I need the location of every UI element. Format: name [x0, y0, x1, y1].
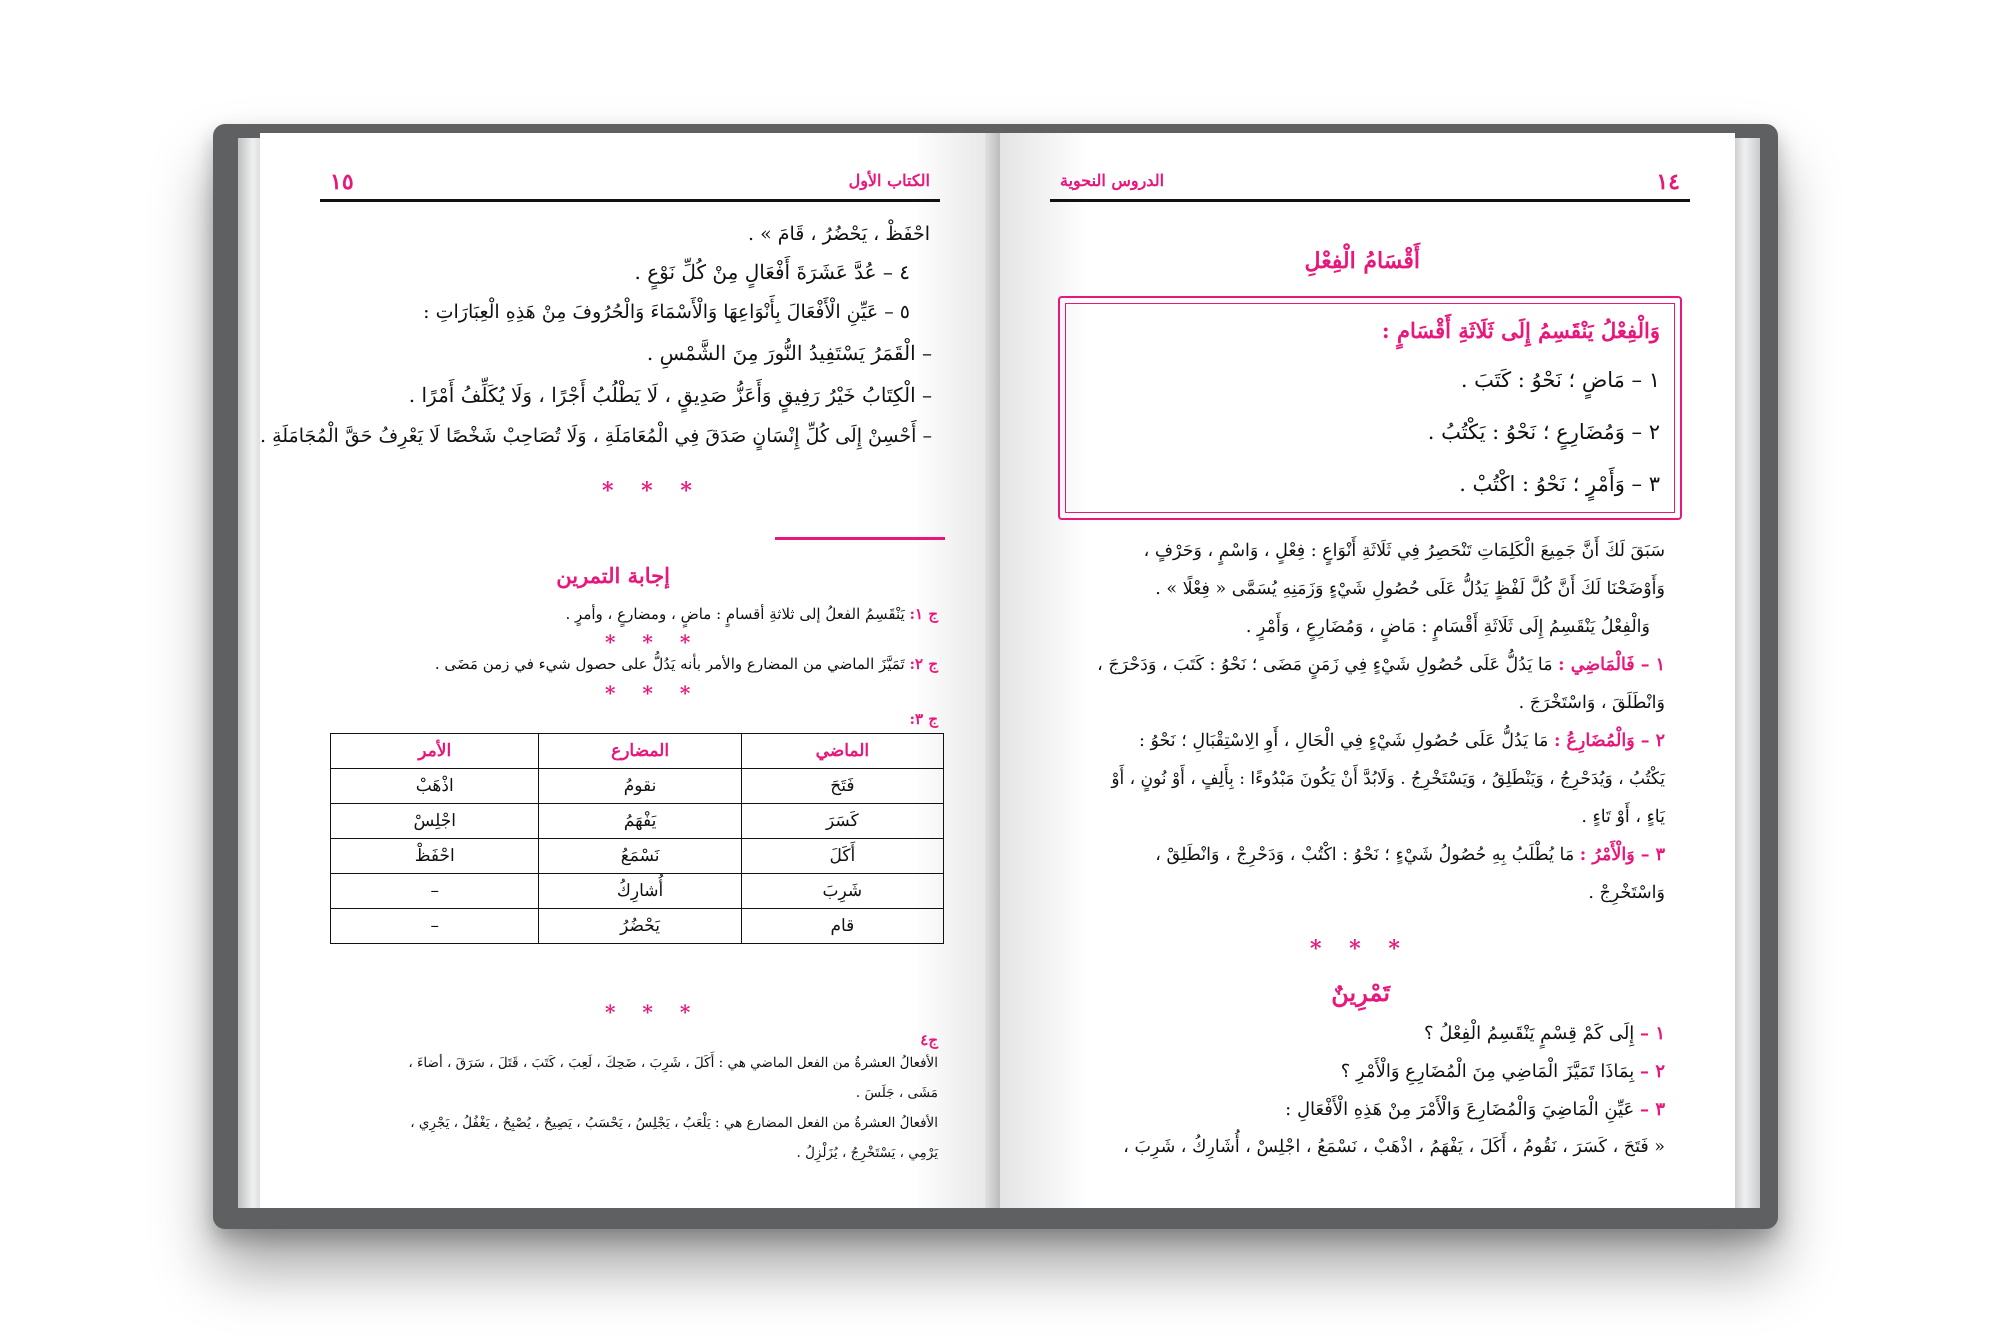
table-header: الماضي: [741, 734, 943, 769]
body-line: وَالْفِعْلُ يَنْقَسِمُ إِلَى ثَلَاثَةِ أَقْسَامٍ : مَاضٍ ، وَمُضَارِعٍ ، وَأَمْرٍ .: [1245, 617, 1650, 637]
exercise-number: ٣ –: [1640, 1099, 1665, 1120]
table-cell: نقومُ: [539, 769, 741, 804]
answer-line: [566, 605, 939, 623]
table-row: [331, 839, 944, 874]
text-line: – الْقَمَرُ يَسْتَفِيدُ النُّورَ مِنَ الشَّمْسِ .: [646, 341, 932, 365]
box-title: وَالْفِعْلُ يَنْقَسِمُ إِلَى ثَلَاثَةِ أَقْسَامٍ :: [1381, 318, 1660, 343]
table-cell: يَفْهَمُ: [539, 804, 741, 839]
definition-label: ٣ – وَالْأَمْرُ :: [1579, 845, 1665, 865]
running-title: الكتاب الأول: [848, 171, 930, 190]
definition-label: ٢ – وَالْمُضَارِعُ :: [1553, 731, 1665, 751]
pink-divider: [775, 537, 945, 540]
stars-separator: * * *: [602, 478, 702, 504]
table-cell: اذْهَبْ: [331, 769, 539, 804]
box-item: ٣ – وَأَمْرٍ ؛ نَحْوُ : اكْتُبْ .: [1459, 472, 1660, 496]
exercise-number: ١ –: [1640, 1023, 1665, 1044]
text-line: الأفعالُ العشرةُ من الفعل الماضي هي : أَكَلَ ، شَرِبَ ، ضَحِكَ ، لَعِبَ ، كَتَبَ ، قَتَلَ ، سَرَقَ ، أضاءَ ،: [408, 1055, 938, 1071]
table-row: [331, 769, 944, 804]
definition-present: [1139, 731, 1665, 751]
box-item: ١ – مَاضٍ ؛ نَحْوُ : كَتَبَ .: [1460, 368, 1660, 392]
exercise-verbs-line: « فَتَحَ ، كَسَرَ ، نَقُومُ ، أَكَلَ ، يَفْهَمُ ، اذْهَبْ ، نَسْمَعُ ، اجْلِسْ ، أُشَارِكُ ، شَرِبَ ،: [1123, 1137, 1665, 1157]
body-line: يَكْتُبُ ، وَيُدَحْرِجُ ، وَيَنْطَلِقُ ، وَيَسْتَخْرِجُ . وَلَابُدَّ أَنْ يَكُونَ مَبْدُوءًا : بِأَلِفٍ ، أَوْ نُونٍ ، أَوْ: [1111, 769, 1665, 789]
answer-label: ج ١:: [909, 605, 938, 623]
right-page: [1000, 133, 1735, 1208]
text-line: مَشَى ، جَلَسَ .: [855, 1085, 938, 1101]
stars-separator: * * *: [1310, 936, 1410, 962]
table-header: الأمر: [331, 734, 539, 769]
table-row: [331, 874, 944, 909]
text-line: الأفعالُ العشرةُ من الفعل المضارع هي : يَلْعَبُ ، يَجْلِسُ ، يَحْسَبُ ، يَصِيحُ ، يُصْبِحُ ، يَغْفُلُ ، يَجْرِي ،: [410, 1115, 938, 1131]
verbs-table: [330, 733, 944, 944]
page-number: ١٥: [330, 169, 354, 195]
exercise-text: إِلَى كَمْ قِسْمٍ يَنْقَسِمُ الْفِعْلُ ؟: [1423, 1023, 1635, 1044]
definition-text: مَا يُطْلَبُ بِهِ حُصُولُ شَيْءٍ ؛ نَحْوُ : اكْتُبْ ، وَدَحْرِجْ ، وَانْطَلِقْ ،: [1155, 845, 1575, 865]
box-item: ٢ – وَمُضَارِعٍ ؛ نَحْوُ : يَكْتُبُ .: [1427, 420, 1660, 444]
body-line: سَبَقَ لَكَ أَنَّ جَمِيعَ الْكَلِمَاتِ تَنْحَصِرُ فِي ثَلَاثَةِ أَنْوَاعٍ : فِعْلٍ ، وَاسْمٍ ، وَحَرْفٍ ،: [1143, 541, 1665, 561]
table-cell: –: [331, 874, 539, 909]
page-number: ١٤: [1656, 169, 1680, 195]
table-cell: كَسَرَ: [741, 804, 943, 839]
definition-box: [1058, 296, 1682, 520]
stars-separator: * * *: [605, 1000, 701, 1024]
table-cell: قام: [741, 909, 943, 944]
text-line: ٥ – عَيِّنِ الْأَفْعَالَ بِأَنْوَاعِهَا وَالْأَسْمَاءَ وَالْحُرُوفَ مِنْ هَذِهِ الْعِبَارَاتِ :: [423, 301, 910, 323]
table-row: [331, 909, 944, 944]
definition-text: مَا يَدُلُّ عَلَى حُصُولِ شَيْءٍ فِي الْحَالِ ، أَوِ الِاسْتِقْبَالِ ؛ نَحْوُ :: [1138, 731, 1549, 751]
table-cell: فَتَحَ: [741, 769, 943, 804]
left-page: [260, 133, 1000, 1208]
answer-title: إجابة التمرين: [556, 563, 670, 588]
answer-label: ج ٣:: [909, 710, 938, 728]
left-page-header: [320, 169, 940, 202]
exercise-item: [1285, 1099, 1665, 1120]
table-header: المضارع: [539, 734, 741, 769]
running-title: الدروس النحوية: [1060, 171, 1165, 190]
text-line: احْفَظْ ، يَحْضُرُ ، قَامَ » .: [748, 223, 930, 245]
exercise-text: بِمَاذَا تَمَيَّزَ الْمَاضِي مِنَ الْمُضَارِعِ وَالْأَمْرِ ؟: [1340, 1061, 1635, 1082]
table-cell: احْفَظْ: [331, 839, 539, 874]
table-header-row: [331, 734, 944, 769]
answer-text: يَنْقَسِمُ الفعلُ إلى ثلاثةِ أقسامٍ : ماضٍ ، ومضارعٍ ، وأمرٍ .: [565, 605, 905, 623]
definition-text: مَا يَدُلُّ عَلَى حُصُولِ شَيْءٍ فِي زَمَنٍ مَضَى ؛ نَحْوُ : كَتَبَ ، وَدَحْرَجَ ،: [1097, 655, 1553, 675]
exercise-item: [1341, 1061, 1665, 1082]
answer-label: ج٤: [920, 1031, 938, 1049]
answer-label: ج ٢:: [909, 655, 938, 673]
table-row: [331, 804, 944, 839]
table-cell: –: [331, 909, 539, 944]
stars-separator: * * *: [605, 681, 701, 705]
text-line: – أَحْسِنْ إِلَى كُلِّ إِنْسَانٍ صَدَقَ فِي الْمُعَامَلَةِ ، وَلَا تُصَاحِبْ شَخْصًا لَا يَعْرِفُ حَقَّ الْمُجَامَلَةِ .: [259, 425, 932, 447]
exercise-number: ٢ –: [1640, 1061, 1665, 1082]
answer-line: [435, 655, 938, 673]
definition-imperative: [1155, 845, 1665, 865]
text-line: يَرْمِي ، يَسْتَخْرِجُ ، يُزَلْزِلُ .: [796, 1145, 938, 1161]
body-line: وَانْطَلَقَ ، وَاسْتَخْرَجَ .: [1518, 693, 1665, 713]
body-line: وَأَوْضَحْنَا لَكَ أَنَّ كُلَّ لَفْظٍ يَدُلُّ عَلَى حُصُولِ شَيْءٍ وَزَمَنِهِ يُسَمَّى « فِعْلًا » .: [1155, 579, 1665, 599]
answer-text: تَمَيَّزَ الماضي من المضارع والأمر بأنه يَدُلُّ على حصول شيء في زمن مَضَى .: [434, 655, 905, 673]
body-line: يَاءٍ ، أَوْ تَاءٍ .: [1581, 807, 1665, 827]
stars-separator: * * *: [605, 630, 701, 654]
text-line: – الْكِتَابُ خَيْرُ رَفِيقٍ وَأَعَزُّ صَدِيقٍ ، لَا يَطْلُبُ أَجْرًا ، وَلَا يُكَلِّفُ أَمْرًا .: [408, 383, 932, 407]
lesson-heading: أَقْسَامُ الْفِعْلِ: [1304, 248, 1420, 274]
table-cell: أَكَلَ: [741, 839, 943, 874]
table-cell: يَحْضُرُ: [539, 909, 741, 944]
definition-past: [1097, 655, 1665, 675]
body-line: وَاسْتَخْرِجْ .: [1588, 883, 1665, 903]
right-page-header: [1050, 169, 1690, 202]
table-cell: نَسْمَعُ: [539, 839, 741, 874]
text-line: ٤ – عُدَّ عَشَرَةَ أَفْعَالٍ مِنْ كُلِّ نَوْعٍ .: [634, 260, 910, 284]
definition-label: ١ – فَالْمَاضِي :: [1558, 655, 1665, 675]
exercise-text: عَيِّنِ الْمَاضِيَ وَالْمُضَارِعَ وَالْأَمْرَ مِنْ هَذِهِ الْأَفْعَالِ :: [1285, 1099, 1635, 1120]
exercise-title: تَمْرِينٌ: [1331, 978, 1390, 1007]
table-cell: أُشارِكُ: [539, 874, 741, 909]
table-cell: شَرِبَ: [741, 874, 943, 909]
table-cell: اجْلِسْ: [331, 804, 539, 839]
exercise-item: [1424, 1023, 1665, 1044]
